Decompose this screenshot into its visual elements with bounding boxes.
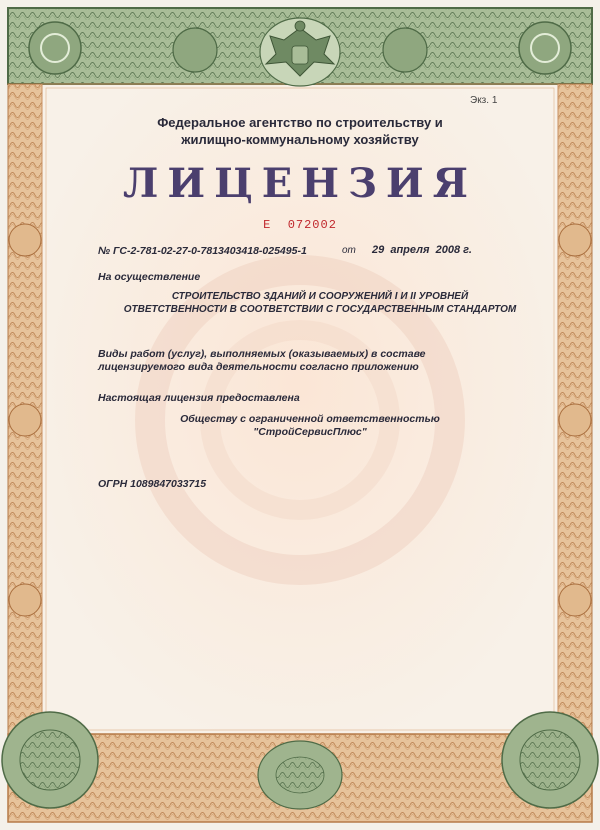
issuing-agency	[90, 114, 510, 148]
document-title: ЛИЦЕНЗИЯ	[122, 160, 477, 207]
work-types-line-2: лицензируемого вида деятельности согласно приложению	[98, 361, 419, 373]
activity-line-1: СТРОИТЕЛЬСТВО ЗДАНИЙ И СООРУЖЕНИЙ I И II УРОВНЕЙ	[171, 291, 469, 302]
company-line-1: Обществу с ограниченной ответственностью	[180, 413, 440, 425]
agency-line-1: Федеральное агентство по строительству и	[157, 115, 443, 130]
agency-line-2: жилищно-коммунальному хозяйству	[181, 132, 419, 147]
copy-mark: Экз. 1	[470, 95, 498, 106]
date-prefix: от	[342, 245, 356, 256]
coat-of-arms-icon	[260, 18, 340, 86]
ogrn-number: ОГРН 1089847033715	[98, 478, 207, 490]
serial-number: Е 072002	[263, 218, 337, 232]
company-line-2: "СтройСервисПлюс"	[253, 426, 367, 438]
issue-date: 29 апреля 2008 г.	[372, 244, 472, 256]
work-types-note	[98, 348, 498, 374]
licensee-company	[110, 413, 510, 439]
activity-line-2: ОТВЕТСТВЕННОСТИ В СООТВЕТСТВИИ С ГОСУДАРСТВЕННЫМ СТАНДАРТОМ	[123, 304, 517, 315]
registration-number: № ГС-2-781-02-27-0-7813403418-025495-1	[98, 245, 307, 257]
purpose-label: На осуществление	[98, 271, 201, 283]
licensed-activity	[120, 290, 520, 316]
granted-label: Настоящая лицензия предоставлена	[98, 392, 300, 404]
work-types-line-1: Виды работ (услуг), выполняемых (оказываемых) в составе	[98, 348, 426, 360]
